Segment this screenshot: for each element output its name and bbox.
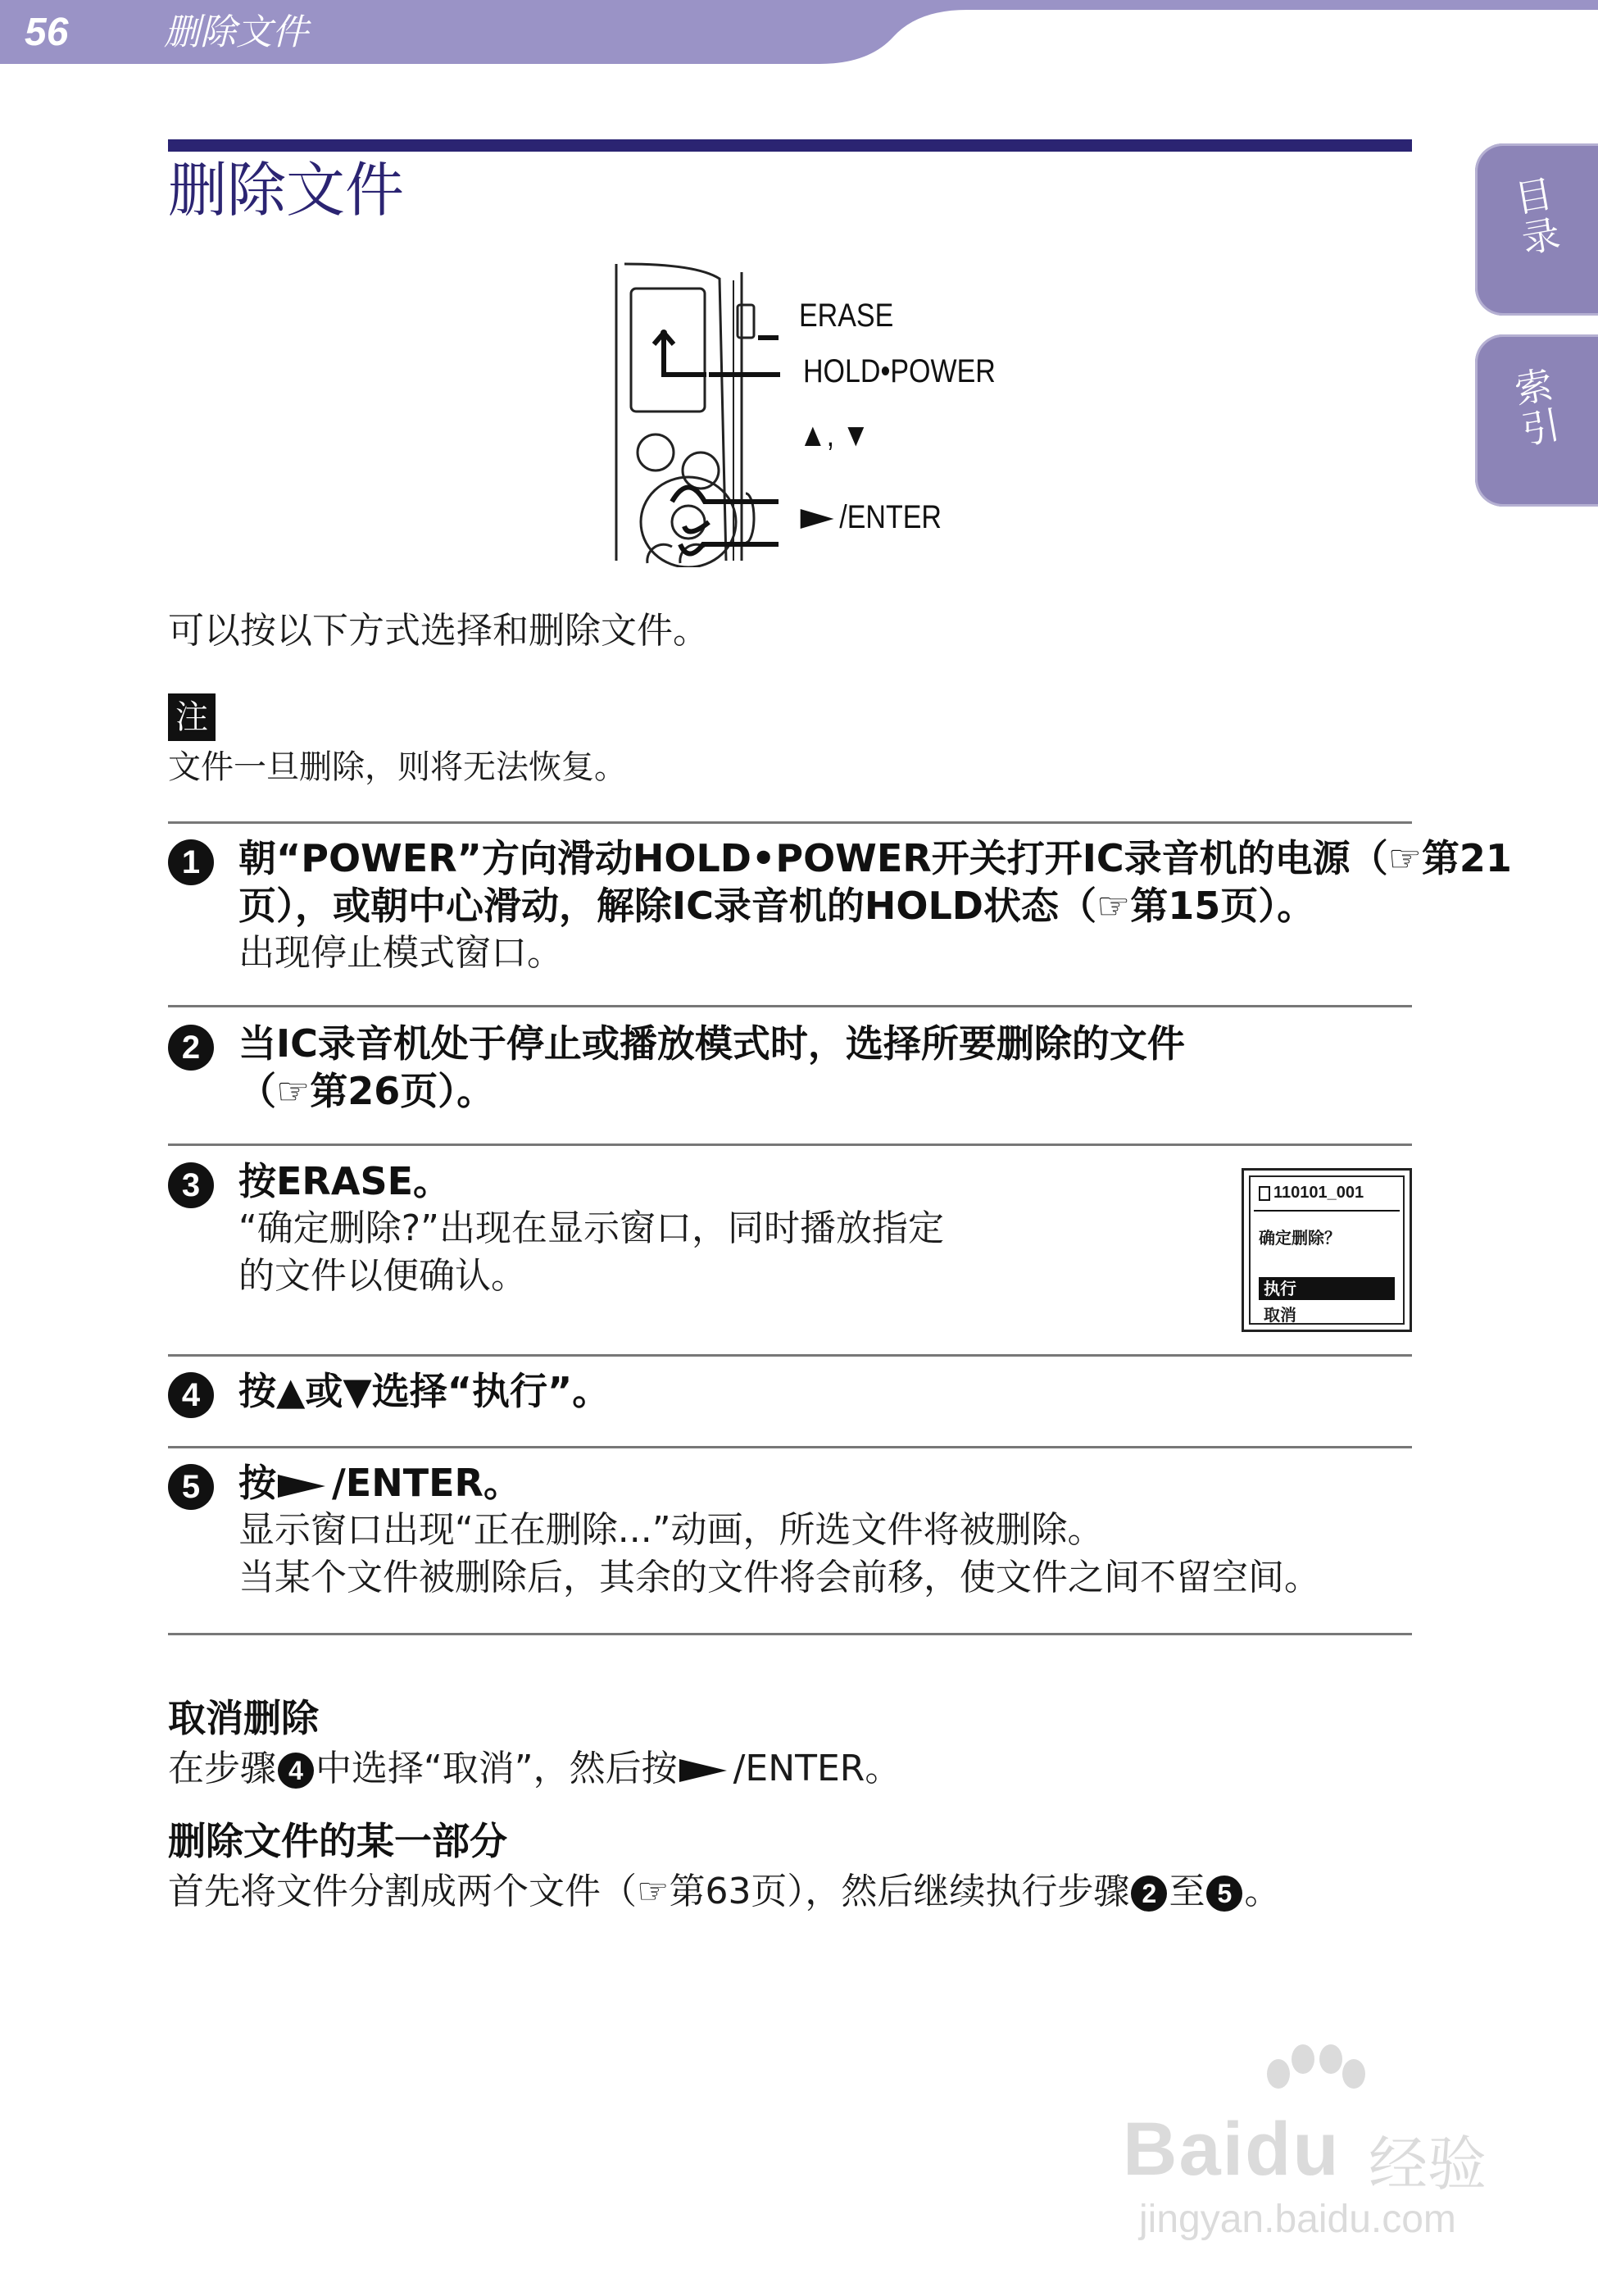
divider <box>168 1143 1412 1146</box>
lcd-file-name <box>1259 1184 1364 1203</box>
label-hold-power: HOLD•POWER <box>803 353 996 389</box>
baidu-watermark <box>1123 2041 1516 2246</box>
cancel-text-part: 在步骤 <box>168 1748 276 1789</box>
watermark-brand <box>1123 2107 1341 2193</box>
partial-text-part: 至 <box>1169 1871 1205 1912</box>
step-heading-suffix: /ENTER。 <box>332 1461 521 1505</box>
step-ref-badge: 4 <box>278 1753 314 1789</box>
watermark-url: jingyan.baidu.com <box>1139 2198 1456 2241</box>
watermark-brand-b: du <box>1245 2107 1341 2191</box>
step-heading-line: 当IC录音机处于停止或播放模式时，选择所要删除的文件 <box>238 1021 1185 1066</box>
step-body-line: 出现停止模式窗口。 <box>238 932 563 974</box>
step-heading-line: 页），或朝中心滑动，解除IC录音机的HOLD状态（☞第15页）。 <box>238 884 1315 928</box>
page-number: 56 <box>25 11 69 54</box>
step-number: 5 <box>168 1464 214 1510</box>
lcd-option-cancel: 取消 <box>1264 1305 1296 1325</box>
cancel-text <box>168 1744 901 1794</box>
paw-icon <box>1246 2041 1377 2115</box>
cancel-text-part: 中选择“取消”，然后按 <box>316 1748 678 1789</box>
cancel-heading: 取消删除 <box>168 1696 319 1740</box>
divider <box>168 1446 1412 1448</box>
step-heading-line: 按▲或▼选择“执行”。 <box>238 1369 611 1413</box>
step-heading-line: （☞第26页）。 <box>238 1069 495 1113</box>
step-body-line: “确定删除?”出现在显示窗口，同时播放指定 <box>238 1207 944 1249</box>
label-erase: ERASE <box>799 298 894 334</box>
play-icon <box>801 509 834 529</box>
label-enter-text: /ENTER <box>839 499 942 535</box>
recorder-illustration <box>565 256 996 567</box>
note-text: 文件一旦删除，则将无法恢复。 <box>168 748 627 786</box>
cancel-text-part: /ENTER。 <box>733 1748 901 1789</box>
lcd-prompt: 确定删除？ <box>1259 1228 1341 1248</box>
tab-table-of-contents[interactable] <box>1475 143 1598 316</box>
tab-index-label: 索引 <box>1505 364 1564 452</box>
partial-delete-text <box>168 1867 1280 1916</box>
divider <box>168 1005 1412 1007</box>
step-body-line: 当某个文件被删除后，其余的文件将会前移，使文件之间不留空间。 <box>238 1557 1320 1598</box>
divider <box>168 1633 1412 1635</box>
label-enter <box>799 498 942 536</box>
header-section-title: 删除文件 <box>164 11 308 53</box>
step-number: 3 <box>168 1162 214 1208</box>
tab-index[interactable] <box>1475 334 1598 507</box>
lcd-display-preview <box>1242 1168 1412 1332</box>
step-body-line: 显示窗口出现“正在删除...”动画，所选文件将被删除。 <box>238 1509 1104 1551</box>
tab-toc-label: 目录 <box>1505 173 1564 261</box>
partial-text-part: 。 <box>1244 1871 1281 1912</box>
step-heading-line: 朝“POWER”方向滑动HOLD•POWER开关打开IC录音机的电源（☞第21 <box>238 836 1512 880</box>
lcd-file-text: 110101_001 <box>1273 1184 1364 1202</box>
step-ref-badge: 5 <box>1206 1875 1242 1912</box>
step-ref-badge: 2 <box>1131 1875 1167 1912</box>
step-number: 4 <box>168 1372 214 1418</box>
step-body-line: 的文件以便确认。 <box>238 1255 527 1297</box>
play-icon <box>679 1759 727 1782</box>
watermark-brand-a: Bai <box>1123 2107 1246 2191</box>
step-heading-line: 按ERASE。 <box>238 1159 451 1203</box>
intro-text: 可以按以下方式选择和删除文件。 <box>168 610 709 652</box>
watermark-cn: 经验 <box>1369 2130 1487 2198</box>
divider <box>168 1354 1412 1357</box>
lcd-option-execute: 执行 <box>1259 1277 1395 1300</box>
divider <box>168 821 1412 824</box>
label-up-down: ▲, ▼ <box>799 417 870 453</box>
page-title: 删除文件 <box>168 156 405 225</box>
step-heading-line <box>238 1459 521 1507</box>
note-badge: 注 <box>168 693 216 741</box>
play-icon <box>278 1475 325 1498</box>
step-heading-prefix: 按 <box>238 1461 276 1505</box>
step-number: 2 <box>168 1025 214 1071</box>
partial-delete-heading: 删除文件的某一部分 <box>168 1819 507 1863</box>
step-number: 1 <box>168 839 214 885</box>
lcd-divider <box>1254 1210 1400 1212</box>
file-icon <box>1259 1186 1270 1201</box>
title-rule <box>168 139 1412 152</box>
partial-text-part: 首先将文件分割成两个文件（☞第63页），然后继续执行步骤 <box>168 1871 1130 1912</box>
